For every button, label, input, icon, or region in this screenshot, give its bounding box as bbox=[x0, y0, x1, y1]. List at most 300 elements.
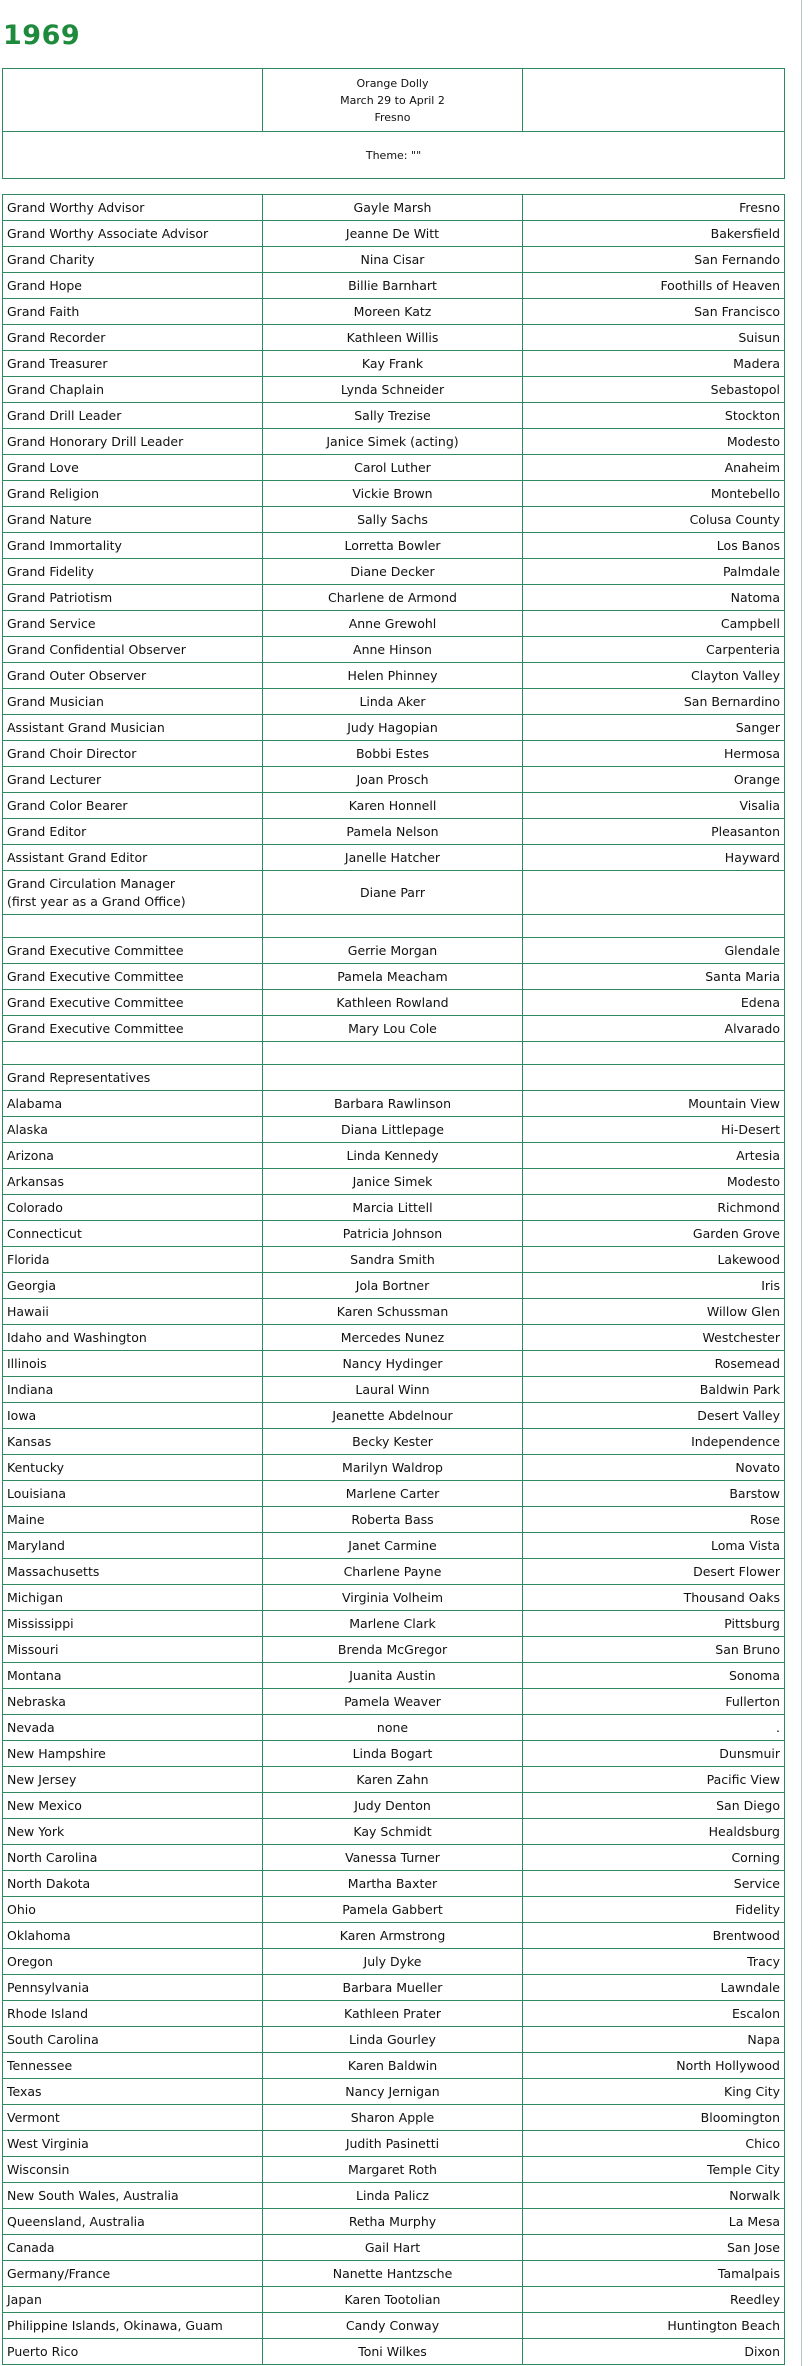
office-title: New Jersey bbox=[3, 1767, 263, 1793]
member-name: Karen Baldwin bbox=[263, 2053, 523, 2079]
assembly-name: Colusa County bbox=[523, 507, 785, 533]
representative-row bbox=[3, 2313, 785, 2339]
member-name: Judy Denton bbox=[263, 1793, 523, 1819]
member-name: Diane Parr bbox=[263, 871, 523, 915]
office-title: Grand Treasurer bbox=[3, 351, 263, 377]
office-title-line: Grand Circulation Manager bbox=[7, 875, 176, 891]
session-name: Orange Dolly bbox=[356, 76, 429, 90]
office-title-note: (first year as a Grand Office) bbox=[7, 893, 186, 909]
member-name: Virginia Volheim bbox=[263, 1585, 523, 1611]
assembly-name: Artesia bbox=[523, 1143, 785, 1169]
officer-row bbox=[3, 585, 785, 611]
representative-row bbox=[3, 2027, 785, 2053]
member-name: Marlene Carter bbox=[263, 1481, 523, 1507]
assembly-name: Garden Grove bbox=[523, 1221, 785, 1247]
officer-row bbox=[3, 845, 785, 871]
executive-committee-row bbox=[3, 964, 785, 990]
office-title: Puerto Rico bbox=[3, 2339, 263, 2365]
office-title: Canada bbox=[3, 2235, 263, 2261]
office-title: Grand Color Bearer bbox=[3, 793, 263, 819]
officers-table-body bbox=[3, 195, 785, 2365]
assembly-name: Orange bbox=[523, 767, 785, 793]
member-name: Patricia Johnson bbox=[263, 1221, 523, 1247]
spacer-cell bbox=[3, 1042, 263, 1065]
assembly-name: Desert Flower bbox=[523, 1559, 785, 1585]
session-info-empty-left bbox=[3, 69, 263, 132]
office-title: Mississippi bbox=[3, 1611, 263, 1637]
member-name: Charlene Payne bbox=[263, 1559, 523, 1585]
office-title: South Carolina bbox=[3, 2027, 263, 2053]
officer-row bbox=[3, 351, 785, 377]
member-name: Marcia Littell bbox=[263, 1195, 523, 1221]
assembly-name: Montebello bbox=[523, 481, 785, 507]
office-title: Philippine Islands, Okinawa, Guam bbox=[3, 2313, 263, 2339]
member-name: Anne Hinson bbox=[263, 637, 523, 663]
office-title: Maine bbox=[3, 1507, 263, 1533]
office-title: Grand Honorary Drill Leader bbox=[3, 429, 263, 455]
officer-row bbox=[3, 403, 785, 429]
office-title: Grand Executive Committee bbox=[3, 1016, 263, 1042]
representative-row bbox=[3, 2131, 785, 2157]
officer-row bbox=[3, 793, 785, 819]
spacer-cell bbox=[263, 915, 523, 938]
office-title: Grand Executive Committee bbox=[3, 990, 263, 1016]
member-name: none bbox=[263, 1715, 523, 1741]
office-title: Indiana bbox=[3, 1377, 263, 1403]
member-name: Becky Kester bbox=[263, 1429, 523, 1455]
session-info-cell bbox=[263, 69, 523, 132]
office-title: Oklahoma bbox=[3, 1923, 263, 1949]
theme-cell: Theme: "" bbox=[3, 132, 785, 179]
assembly-name: Escalon bbox=[523, 2001, 785, 2027]
assembly-name: Loma Vista bbox=[523, 1533, 785, 1559]
executive-committee-row bbox=[3, 1016, 785, 1042]
assembly-name: Healdsburg bbox=[523, 1819, 785, 1845]
member-name: Barbara Mueller bbox=[263, 1975, 523, 2001]
assembly-name: Service bbox=[523, 1871, 785, 1897]
assembly-name: Hermosa bbox=[523, 741, 785, 767]
office-title: Ohio bbox=[3, 1897, 263, 1923]
member-name: Joan Prosch bbox=[263, 767, 523, 793]
member-name: Vanessa Turner bbox=[263, 1845, 523, 1871]
representative-row bbox=[3, 1637, 785, 1663]
assembly-name: Pittsburg bbox=[523, 1611, 785, 1637]
member-name: Diane Decker bbox=[263, 559, 523, 585]
assembly-name: Desert Valley bbox=[523, 1403, 785, 1429]
officer-row bbox=[3, 429, 785, 455]
office-title: New South Wales, Australia bbox=[3, 2183, 263, 2209]
assembly-name: Modesto bbox=[523, 1169, 785, 1195]
assembly-name: Modesto bbox=[523, 429, 785, 455]
representative-row bbox=[3, 2053, 785, 2079]
assembly-name: San Bernardino bbox=[523, 689, 785, 715]
office-title: Grand Recorder bbox=[3, 325, 263, 351]
officers-table bbox=[2, 194, 785, 2365]
assembly-name: Lakewood bbox=[523, 1247, 785, 1273]
member-name: Moreen Katz bbox=[263, 299, 523, 325]
officer-row bbox=[3, 507, 785, 533]
member-name: Sally Sachs bbox=[263, 507, 523, 533]
member-name: Vickie Brown bbox=[263, 481, 523, 507]
assembly-name: Los Banos bbox=[523, 533, 785, 559]
office-title: Tennessee bbox=[3, 2053, 263, 2079]
office-title: Kentucky bbox=[3, 1455, 263, 1481]
assembly-name: San Diego bbox=[523, 1793, 785, 1819]
office-title: Arizona bbox=[3, 1143, 263, 1169]
member-name: Janice Simek bbox=[263, 1169, 523, 1195]
representative-row bbox=[3, 1481, 785, 1507]
representative-row bbox=[3, 1507, 785, 1533]
officer-row bbox=[3, 663, 785, 689]
office-title: Assistant Grand Editor bbox=[3, 845, 263, 871]
office-title: Japan bbox=[3, 2287, 263, 2313]
office-title: Hawaii bbox=[3, 1299, 263, 1325]
member-name: Mary Lou Cole bbox=[263, 1016, 523, 1042]
office-title: West Virginia bbox=[3, 2131, 263, 2157]
office-title: North Dakota bbox=[3, 1871, 263, 1897]
office-title: Grand Love bbox=[3, 455, 263, 481]
member-name: Carol Luther bbox=[263, 455, 523, 481]
office-title: Colorado bbox=[3, 1195, 263, 1221]
member-name: Karen Zahn bbox=[263, 1767, 523, 1793]
assembly-name: Clayton Valley bbox=[523, 663, 785, 689]
officer-row bbox=[3, 455, 785, 481]
office-title: Grand Worthy Associate Advisor bbox=[3, 221, 263, 247]
office-title: Georgia bbox=[3, 1273, 263, 1299]
office-title: Arkansas bbox=[3, 1169, 263, 1195]
office-title: New Mexico bbox=[3, 1793, 263, 1819]
assembly-name: San Jose bbox=[523, 2235, 785, 2261]
theme-row bbox=[3, 132, 785, 179]
member-name: Gerrie Morgan bbox=[263, 938, 523, 964]
office-title: Assistant Grand Musician bbox=[3, 715, 263, 741]
officer-row bbox=[3, 533, 785, 559]
office-title: Grand Musician bbox=[3, 689, 263, 715]
assembly-name: Fullerton bbox=[523, 1689, 785, 1715]
office-title: Massachusetts bbox=[3, 1559, 263, 1585]
assembly-name: Sonoma bbox=[523, 1663, 785, 1689]
member-name: Nanette Hantzsche bbox=[263, 2261, 523, 2287]
representative-row bbox=[3, 2105, 785, 2131]
office-title bbox=[3, 871, 263, 915]
officer-row bbox=[3, 689, 785, 715]
office-title: North Carolina bbox=[3, 1845, 263, 1871]
office-title: Kansas bbox=[3, 1429, 263, 1455]
office-title: Grand Charity bbox=[3, 247, 263, 273]
assembly-name: Dixon bbox=[523, 2339, 785, 2365]
member-name: Pamela Nelson bbox=[263, 819, 523, 845]
office-title: Texas bbox=[3, 2079, 263, 2105]
member-name: Janet Carmine bbox=[263, 1533, 523, 1559]
spacer-row bbox=[3, 915, 785, 938]
representative-row bbox=[3, 1533, 785, 1559]
representative-row bbox=[3, 1793, 785, 1819]
office-title: Grand Outer Observer bbox=[3, 663, 263, 689]
office-title: Alabama bbox=[3, 1091, 263, 1117]
assembly-name: . bbox=[523, 1715, 785, 1741]
assembly-name: Tamalpais bbox=[523, 2261, 785, 2287]
assembly-name: Natoma bbox=[523, 585, 785, 611]
member-name: Linda Palicz bbox=[263, 2183, 523, 2209]
assembly-name: Baldwin Park bbox=[523, 1377, 785, 1403]
officer-row bbox=[3, 715, 785, 741]
representative-row bbox=[3, 1949, 785, 1975]
office-title: Grand Worthy Advisor bbox=[3, 195, 263, 221]
representative-row bbox=[3, 1559, 785, 1585]
session-dates: March 29 to April 2 bbox=[340, 93, 445, 107]
member-name: Mercedes Nunez bbox=[263, 1325, 523, 1351]
officer-row bbox=[3, 221, 785, 247]
member-name: Sally Trezise bbox=[263, 403, 523, 429]
member-name: Janice Simek (acting) bbox=[263, 429, 523, 455]
representative-row bbox=[3, 1689, 785, 1715]
office-title: Rhode Island bbox=[3, 2001, 263, 2027]
representative-row bbox=[3, 1221, 785, 1247]
member-name: Pamela Gabbert bbox=[263, 1897, 523, 1923]
representative-row bbox=[3, 1663, 785, 1689]
officer-row bbox=[3, 273, 785, 299]
assembly-name: Fresno bbox=[523, 195, 785, 221]
representative-row bbox=[3, 1767, 785, 1793]
member-name: Nina Cisar bbox=[263, 247, 523, 273]
office-title: Michigan bbox=[3, 1585, 263, 1611]
office-title: Nebraska bbox=[3, 1689, 263, 1715]
member-name: Gail Hart bbox=[263, 2235, 523, 2261]
member-name: Gayle Marsh bbox=[263, 195, 523, 221]
representative-row bbox=[3, 1325, 785, 1351]
office-title: Louisiana bbox=[3, 1481, 263, 1507]
member-name: Karen Schussman bbox=[263, 1299, 523, 1325]
representative-row bbox=[3, 2183, 785, 2209]
assembly-name: Westchester bbox=[523, 1325, 785, 1351]
officer-row bbox=[3, 819, 785, 845]
assembly-name: San Francisco bbox=[523, 299, 785, 325]
member-name: Kay Schmidt bbox=[263, 1819, 523, 1845]
representative-row bbox=[3, 1741, 785, 1767]
representative-row bbox=[3, 1819, 785, 1845]
representative-row bbox=[3, 1169, 785, 1195]
assembly-name: Barstow bbox=[523, 1481, 785, 1507]
office-title: Oregon bbox=[3, 1949, 263, 1975]
representative-row bbox=[3, 2157, 785, 2183]
member-name: Judith Pasinetti bbox=[263, 2131, 523, 2157]
representative-row bbox=[3, 2261, 785, 2287]
assembly-name: Visalia bbox=[523, 793, 785, 819]
assembly-name: Carpenteria bbox=[523, 637, 785, 663]
assembly-name: Dunsmuir bbox=[523, 1741, 785, 1767]
member-name: Sandra Smith bbox=[263, 1247, 523, 1273]
office-title: Nevada bbox=[3, 1715, 263, 1741]
representative-row bbox=[3, 2235, 785, 2261]
member-name: Nancy Hydinger bbox=[263, 1351, 523, 1377]
representative-row bbox=[3, 1143, 785, 1169]
assembly-name: Mountain View bbox=[523, 1091, 785, 1117]
assembly-name bbox=[523, 871, 785, 915]
member-name: Margaret Roth bbox=[263, 2157, 523, 2183]
assembly-name: Palmdale bbox=[523, 559, 785, 585]
spacer-row bbox=[3, 1042, 785, 1065]
member-name: Linda Bogart bbox=[263, 1741, 523, 1767]
office-title: Grand Drill Leader bbox=[3, 403, 263, 429]
assembly-name: Napa bbox=[523, 2027, 785, 2053]
assembly-name: Novato bbox=[523, 1455, 785, 1481]
member-name: Karen Tootolian bbox=[263, 2287, 523, 2313]
office-title: Grand Immortality bbox=[3, 533, 263, 559]
office-title: Grand Executive Committee bbox=[3, 938, 263, 964]
member-name: Martha Baxter bbox=[263, 1871, 523, 1897]
representative-row bbox=[3, 2339, 785, 2365]
representative-row bbox=[3, 1273, 785, 1299]
empty-cell bbox=[263, 1065, 523, 1091]
assembly-name: Richmond bbox=[523, 1195, 785, 1221]
office-title: Grand Hope bbox=[3, 273, 263, 299]
member-name: Lorretta Bowler bbox=[263, 533, 523, 559]
assembly-name: Sanger bbox=[523, 715, 785, 741]
representative-row bbox=[3, 1403, 785, 1429]
office-title: Montana bbox=[3, 1663, 263, 1689]
assembly-name: Iris bbox=[523, 1273, 785, 1299]
representative-row bbox=[3, 1377, 785, 1403]
member-name: Marlene Clark bbox=[263, 1611, 523, 1637]
assembly-name: Hi-Desert bbox=[523, 1117, 785, 1143]
assembly-name: Stockton bbox=[523, 403, 785, 429]
member-name: Pamela Meacham bbox=[263, 964, 523, 990]
assembly-name: Bloomington bbox=[523, 2105, 785, 2131]
office-title: Grand Patriotism bbox=[3, 585, 263, 611]
office-title: Grand Confidential Observer bbox=[3, 637, 263, 663]
office-title: Grand Fidelity bbox=[3, 559, 263, 585]
representative-row bbox=[3, 1975, 785, 2001]
representative-row bbox=[3, 1091, 785, 1117]
office-title: Pennsylvania bbox=[3, 1975, 263, 2001]
assembly-name: Campbell bbox=[523, 611, 785, 637]
member-name: Anne Grewohl bbox=[263, 611, 523, 637]
assembly-name: Thousand Oaks bbox=[523, 1585, 785, 1611]
spacer-cell bbox=[523, 1042, 785, 1065]
office-title: Connecticut bbox=[3, 1221, 263, 1247]
member-name: Brenda McGregor bbox=[263, 1637, 523, 1663]
office-title: Maryland bbox=[3, 1533, 263, 1559]
office-title: Grand Nature bbox=[3, 507, 263, 533]
office-title: Grand Religion bbox=[3, 481, 263, 507]
executive-committee-row bbox=[3, 938, 785, 964]
member-name: Jeanette Abdelnour bbox=[263, 1403, 523, 1429]
representative-row bbox=[3, 1299, 785, 1325]
representative-row bbox=[3, 1923, 785, 1949]
member-name: Candy Conway bbox=[263, 2313, 523, 2339]
officer-row bbox=[3, 195, 785, 221]
member-name: Toni Wilkes bbox=[263, 2339, 523, 2365]
assembly-name: Anaheim bbox=[523, 455, 785, 481]
page-edge-rule bbox=[801, 0, 802, 2366]
office-title: Florida bbox=[3, 1247, 263, 1273]
assembly-name: San Bruno bbox=[523, 1637, 785, 1663]
member-name: Karen Honnell bbox=[263, 793, 523, 819]
office-title: Grand Choir Director bbox=[3, 741, 263, 767]
spacer-cell bbox=[263, 1042, 523, 1065]
empty-cell bbox=[523, 1065, 785, 1091]
page-title-year: 1969 bbox=[3, 20, 81, 51]
representative-row bbox=[3, 1429, 785, 1455]
member-name: Kathleen Willis bbox=[263, 325, 523, 351]
officer-row bbox=[3, 741, 785, 767]
office-title: Iowa bbox=[3, 1403, 263, 1429]
representative-row bbox=[3, 1455, 785, 1481]
assembly-name: Sebastopol bbox=[523, 377, 785, 403]
member-name: Bobbi Estes bbox=[263, 741, 523, 767]
office-title: Illinois bbox=[3, 1351, 263, 1377]
office-title: Grand Service bbox=[3, 611, 263, 637]
officer-row bbox=[3, 637, 785, 663]
office-title: Grand Lecturer bbox=[3, 767, 263, 793]
session-info-empty-right bbox=[523, 69, 785, 132]
member-name: Charlene de Armond bbox=[263, 585, 523, 611]
assembly-name: Willow Glen bbox=[523, 1299, 785, 1325]
office-title: Alaska bbox=[3, 1117, 263, 1143]
member-name: Helen Phinney bbox=[263, 663, 523, 689]
office-title: Idaho and Washington bbox=[3, 1325, 263, 1351]
office-title: New York bbox=[3, 1819, 263, 1845]
officer-row bbox=[3, 559, 785, 585]
assembly-name: Rose bbox=[523, 1507, 785, 1533]
member-name: Roberta Bass bbox=[263, 1507, 523, 1533]
assembly-name: Madera bbox=[523, 351, 785, 377]
office-title: Grand Faith bbox=[3, 299, 263, 325]
officer-row bbox=[3, 299, 785, 325]
office-title: Grand Executive Committee bbox=[3, 964, 263, 990]
representative-row bbox=[3, 2209, 785, 2235]
member-name: Linda Gourley bbox=[263, 2027, 523, 2053]
assembly-name: Norwalk bbox=[523, 2183, 785, 2209]
member-name: Judy Hagopian bbox=[263, 715, 523, 741]
office-title: Vermont bbox=[3, 2105, 263, 2131]
office-title: Grand Chaplain bbox=[3, 377, 263, 403]
assembly-name: Santa Maria bbox=[523, 964, 785, 990]
assembly-name: Alvarado bbox=[523, 1016, 785, 1042]
representative-row bbox=[3, 1871, 785, 1897]
session-header-table bbox=[2, 68, 785, 179]
member-name: July Dyke bbox=[263, 1949, 523, 1975]
member-name: Janelle Hatcher bbox=[263, 845, 523, 871]
member-name: Sharon Apple bbox=[263, 2105, 523, 2131]
assembly-name: Hayward bbox=[523, 845, 785, 871]
member-name: Laural Winn bbox=[263, 1377, 523, 1403]
member-name: Barbara Rawlinson bbox=[263, 1091, 523, 1117]
representatives-heading-row bbox=[3, 1065, 785, 1091]
member-name: Linda Aker bbox=[263, 689, 523, 715]
assembly-name: Brentwood bbox=[523, 1923, 785, 1949]
representative-row bbox=[3, 1715, 785, 1741]
office-title: Grand Editor bbox=[3, 819, 263, 845]
officer-row bbox=[3, 767, 785, 793]
member-name: Linda Kennedy bbox=[263, 1143, 523, 1169]
member-name: Kay Frank bbox=[263, 351, 523, 377]
assembly-name: San Fernando bbox=[523, 247, 785, 273]
assembly-name: Lawndale bbox=[523, 1975, 785, 2001]
office-title: Wisconsin bbox=[3, 2157, 263, 2183]
assembly-name: La Mesa bbox=[523, 2209, 785, 2235]
representative-row bbox=[3, 1897, 785, 1923]
member-name: Jola Bortner bbox=[263, 1273, 523, 1299]
assembly-name: Temple City bbox=[523, 2157, 785, 2183]
executive-committee-row bbox=[3, 990, 785, 1016]
representative-row bbox=[3, 2079, 785, 2105]
spacer-cell bbox=[3, 915, 263, 938]
representative-row bbox=[3, 1845, 785, 1871]
assembly-name: Glendale bbox=[523, 938, 785, 964]
representative-row bbox=[3, 1195, 785, 1221]
member-name: Diana Littlepage bbox=[263, 1117, 523, 1143]
